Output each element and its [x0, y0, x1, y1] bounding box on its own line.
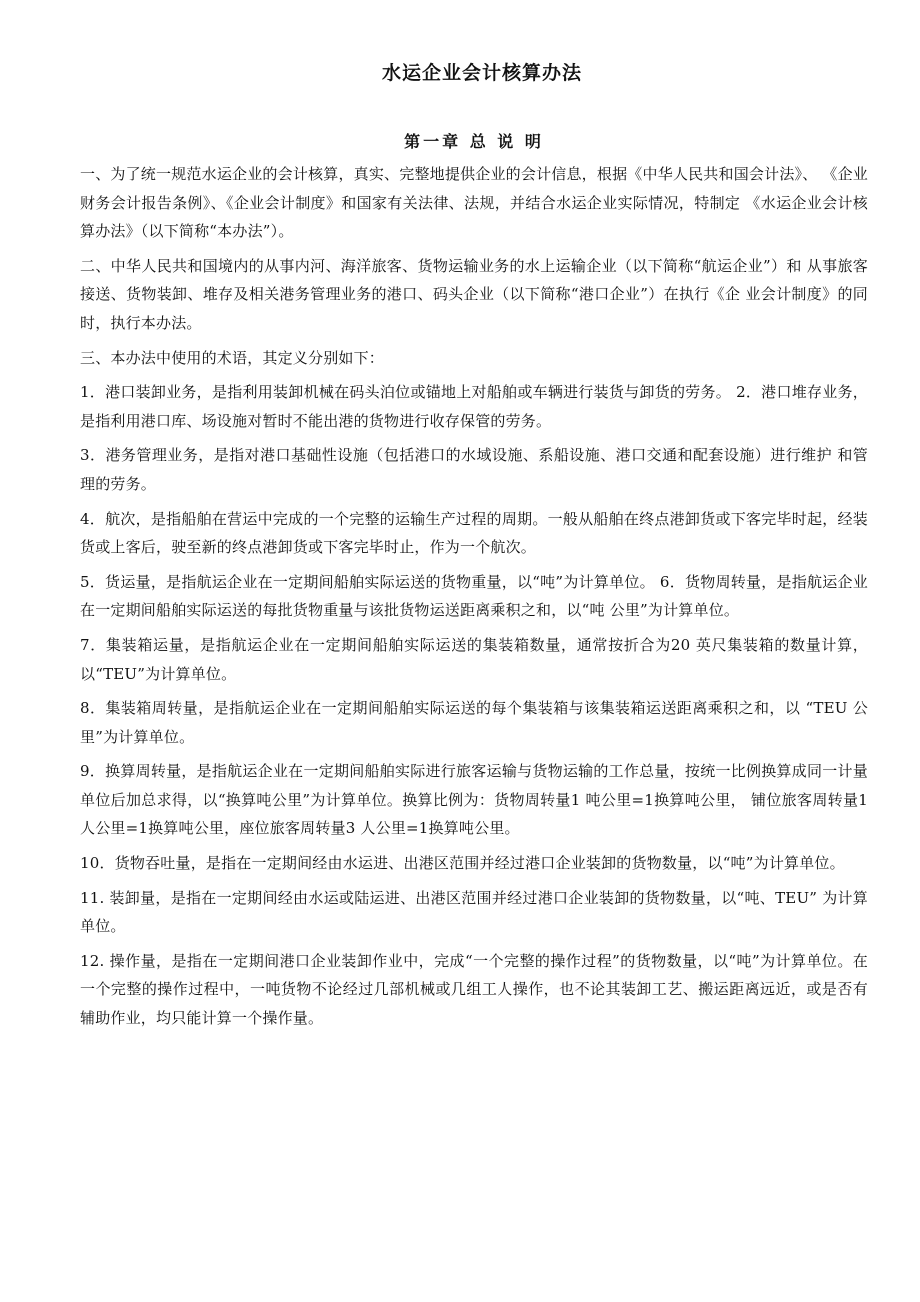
paragraph-term-1-2: 1．港口装卸业务，是指利用装卸机械在码头泊位或锚地上对船舶或车辆进行装货与卸货的劳务。 2．港口堆存业务，是指利用港口库、场设施对暂时不能出港的货物进行收存保管的劳务。: [80, 383, 868, 430]
paragraph-term-10: 10．货物吞吐量，是指在一定期间经由水运进、出港区范围并经过港口企业装卸的货物数量，以“吨”为计算单位。: [80, 854, 845, 873]
chapter-heading: 第一章 总 说 明: [404, 132, 544, 151]
paragraph-intro-3: 三、本办法中使用的术语，其定义分别如下：: [80, 348, 385, 367]
document-title: 水运企业会计核算办法: [381, 62, 582, 84]
paragraph-term-5-6: 5．货运量，是指航运企业在一定期间船舶实际运送的货物重量，以“吨”为计算单位。 6．货物周转量，是指航运企业在一定期间船舶实际运送的每批货物重量与该批货物运送距离乘积之和，以“吨 公里”为计算单位。: [80, 572, 868, 620]
paragraph-term-11: 11. 装卸量，是指在一定期间经由水运或陆运进、出港区范围并经过港口企业装卸的货物数量，以“吨、TEU” 为计算单位。: [80, 888, 868, 936]
paragraph-term-12: 12. 操作量，是指在一定期间港口企业装卸作业中，完成“一个完整的操作过程”的货物数量，以“吨”为计算单位。在一个完整的操作过程中，一吨货物不论经过几部机械或几组工人操作，也不论其装卸工艺、搬运距离远近，或是否有辅助作业，均只能计算一个操作量。: [80, 951, 868, 1028]
paragraph-term-8: 8．集装箱周转量，是指航运企业在一定期间船舶实际运送的每个集装箱与该集装箱运送距离乘积之和，以 “TEU 公里”为计算单位。: [80, 699, 868, 746]
paragraph-intro-2: 二、中华人民共和国境内的从事内河、海洋旅客、货物运输业务的水上运输企业（以下简称“航运企业”）和 从事旅客接送、货物装卸、堆存及相关港务管理业务的港口、码头企业（以下简称“港口企业”）在执行《企 业会计制度》的同时，执行本办法。: [80, 256, 868, 332]
paragraph-intro-1: 一、为了统一规范水运企业的会计核算，真实、完整地提供企业的会计信息，根据《中华人民共和国会计法》、 《企业财务会计报告条例》、《企业会计制度》和国家有关法律、法规，并结合水运企业实际情况，特制定 《水运企业会计核算办法》（以下简称“本办法”）。: [80, 165, 868, 241]
paragraph-term-7: 7．集装箱运量，是指航运企业在一定期间船舶实际运送的集装箱数量，通常按折合为20 英尺集装箱的数量计算，以“TEU”为计算单位。: [80, 635, 868, 683]
paragraph-term-9: 9．换算周转量，是指航运企业在一定期间船舶实际进行旅客运输与货物运输的工作总量，按统一比例换算成同一计量单位后加总求得，以“换算吨公里”为计算单位。换算比例为：货物周转量1 吨公里=1换算吨公里， 铺位旅客周转量1 人公里=1换算吨公里，座位旅客周转量3 人公里=1换算吨公里。: [80, 762, 868, 838]
paragraph-term-4: 4．航次，是指船舶在营运中完成的一个完整的运输生产过程的周期。一般从船舶在终点港卸货或下客完毕时起，经装货或上客后，驶至新的终点港卸货或下客完毕时止，作为一个航次。: [80, 509, 868, 557]
paragraph-term-3: 3．港务管理业务，是指对港口基础性设施（包括港口的水域设施、系船设施、港口交通和配套设施）进行维护 和管理的劳务。: [80, 446, 868, 493]
